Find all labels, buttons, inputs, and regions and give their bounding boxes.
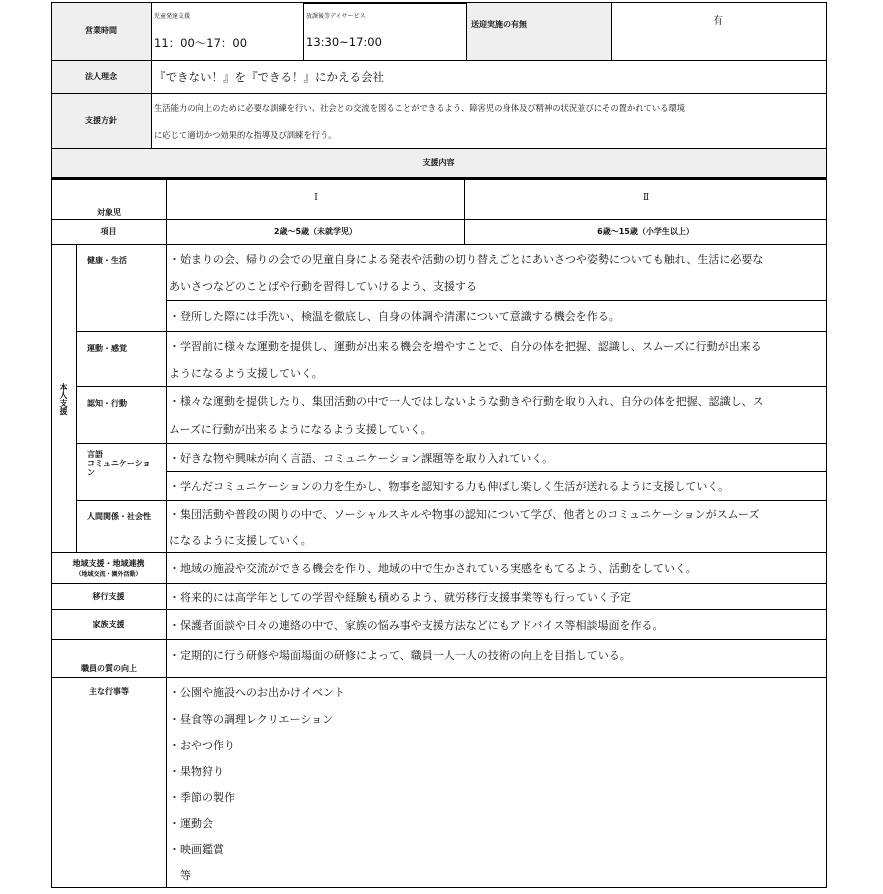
- language-communication-label-cell: [77, 444, 167, 501]
- community-label: 地域支援・地域連携: [72, 559, 145, 568]
- language-communication-line-2: ・学んだコミュニケーションの力を生かし、物事を認知する力も伸ばし楽しく生活が送れるように支援していく。: [167, 472, 827, 501]
- child-dev-hours: 11：00～17：00: [154, 36, 248, 50]
- event-item: ・おやつ作り: [167, 732, 827, 758]
- target-col-2: Ⅱ: [642, 193, 650, 203]
- target-col-1: Ⅰ: [314, 193, 318, 203]
- policy-label: 支援方針: [51, 94, 152, 149]
- community-text: ・地域の施設や交流ができる機会を作り、地域の中で生かされている実感をもてるよう、活動をしていく。: [167, 553, 827, 584]
- language-communication-line-1: ・好きな物や興味が向く言語、コミュニケーション課題等を取り入れていく。: [167, 444, 827, 472]
- community-label-cell: [51, 553, 167, 584]
- health-life-label: 健康・生活: [87, 256, 127, 265]
- event-item: ・果物狩り: [167, 758, 827, 784]
- cognition-behavior-line-2: ムーズに行動が出来るようになるよう支援していく。: [167, 415, 827, 444]
- health-life-line-3: ・登所した際には手洗い、検温を徹底し、自身の体調や清潔について意識する機会を作る。: [167, 301, 827, 332]
- child-dev-label: 児童発達支援: [154, 13, 191, 20]
- staff-text-cell: [167, 640, 827, 678]
- item-col-2: 6歳～15歳（小学生以上）: [465, 220, 827, 245]
- health-life-line-1: ・始まりの会、帰りの会での児童自身による発表や活動の切り替えごとにあいさつや姿勢についても触れ、生活に必要な: [167, 245, 827, 272]
- transport-value-cell: [612, 2, 827, 61]
- cognition-behavior-label: 認知・行動: [87, 399, 127, 408]
- after-school-label: 放課後等デイサービス: [306, 13, 366, 20]
- relationships-social-label: 人間関係・社会性: [87, 512, 151, 521]
- event-item: ・映画鑑賞: [167, 836, 827, 862]
- events-label: 主な行事等: [89, 687, 129, 696]
- family-text: ・保護者面談や日々の連絡の中で、家族の悩み事や支援方法などにもアドバイス等相談場面を作る。: [167, 610, 827, 640]
- motor-sensory-line-1: ・学習前に様々な運動を提供し、運動が出来る機会を増やすことで、自分の体を把握、認識し、スムーズに行動が出来る: [167, 332, 827, 359]
- support-content-title: 支援内容: [51, 149, 827, 178]
- events-label-cell: [51, 678, 167, 888]
- business-hours-label: 営業時間: [51, 2, 152, 61]
- cognition-behavior-line-1: ・様々な運動を提供したり、集団活動の中で一人ではしないような動きや行動を取り入れ、自分の体を把握、認識し、ス: [167, 387, 827, 415]
- event-item: 等: [167, 862, 827, 888]
- relationships-social-label-cell: [77, 501, 167, 553]
- event-item: ・季節の製作: [167, 784, 827, 810]
- motor-sensory-label: 運動・感覚: [87, 344, 127, 353]
- header-top-accent: [304, 2, 467, 4]
- transition-text: ・将来的には高学年としての学習や経験も積めるよう、就労移行支援事業等も行っていく予定: [167, 584, 827, 610]
- philosophy-text: 『できない！』を『できる！』にかえる会社: [152, 61, 827, 94]
- policy-line-2: に応じて適切かつ効果的な指導及び訓練を行う。: [152, 121, 827, 149]
- event-item: ・公園や施設へのお出かけイベント: [167, 678, 827, 706]
- motor-sensory-label-cell: [77, 332, 167, 387]
- staff-label-cell: [51, 640, 167, 678]
- transport-label: 送迎実施の有無: [471, 20, 527, 29]
- after-school-cell: [304, 2, 467, 61]
- health-life-line-2: あいさつなどのことばや行動を習得していけるよう、支援する: [167, 272, 827, 301]
- transport-value: 有: [713, 16, 723, 27]
- target-label-cell: [51, 180, 167, 220]
- target-label: 対象児: [97, 208, 121, 217]
- philosophy-label: 法人理念: [51, 61, 152, 94]
- item-col-1: 2歳～5歳（未就学児）: [167, 220, 465, 245]
- event-item: ・運動会: [167, 810, 827, 836]
- after-school-hours: 13:30~17:00: [306, 35, 382, 49]
- transport-label-cell: [467, 2, 612, 61]
- relationships-social-line-1: ・集団活動や普段の関りの中で、ソーシャルスキルや物事の認知について学び、他者とのコミュニケーションがスムーズ: [167, 501, 827, 527]
- family-label: 家族支援: [51, 610, 167, 640]
- support-program-sheet: [51, 2, 827, 888]
- staff-label: 職員の質の向上: [81, 664, 137, 673]
- self-support-label-cell: [51, 245, 77, 553]
- policy-line-1: 生活能力の向上のために必要な訓練を行い、社会との交流を図ることができるよう、障害児の身体及び精神の状況並びにその置かれている環境: [152, 94, 827, 121]
- motor-sensory-line-2: ようになるよう支援していく。: [167, 359, 827, 387]
- target-col-1-cell: [167, 180, 465, 220]
- self-support-label: 本人支援: [59, 382, 68, 415]
- health-life-label-cell: [77, 245, 167, 332]
- child-dev-cell: [152, 2, 304, 61]
- cognition-behavior-label-cell: [77, 387, 167, 444]
- relationships-social-line-2: になるように支援していく。: [167, 527, 827, 553]
- event-item: ・昼食等の調理レクリエーション: [167, 706, 827, 732]
- transition-label: 移行支援: [51, 584, 167, 610]
- item-label: 項目: [51, 220, 167, 245]
- staff-text: ・定期的に行う研修や場面場面の研修によって、職員一人一人の技術の向上を目指している。: [169, 649, 631, 662]
- language-communication-label: 言語 コミュニケーショ ン: [87, 450, 151, 477]
- community-sublabel: （地域交流・園外活動）: [75, 571, 142, 578]
- target-col-2-cell: [465, 180, 827, 220]
